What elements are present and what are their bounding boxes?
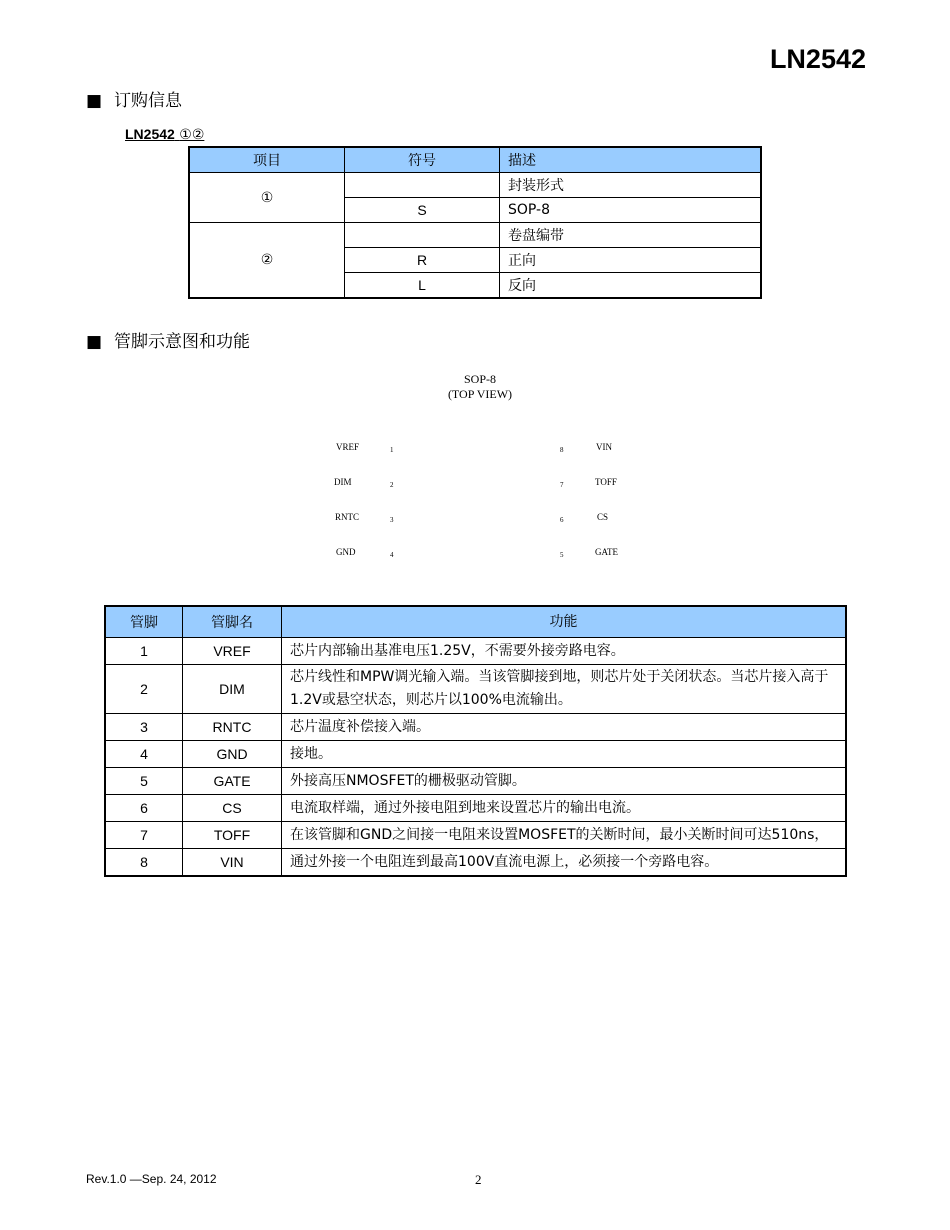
pin-function-cell: 外接高压NMOSFET的栅极驱动管脚。 [282, 768, 847, 795]
pin-name-cell: VIN [183, 849, 282, 877]
table-row [105, 795, 846, 822]
table-row [105, 665, 846, 714]
pin-col-function: 功能 [282, 606, 847, 638]
pin-number-cell: 2 [105, 665, 183, 714]
pin-function-cell: 接地。 [282, 741, 847, 768]
ordering-symbol-cell [345, 223, 500, 248]
footer-revision: Rev.1.0 —Sep. 24, 2012 [86, 1172, 217, 1186]
ordering-desc-cell: 封装形式 [500, 173, 762, 198]
pin-number-left: 2 [390, 481, 394, 489]
ordering-symbol-cell: R [345, 248, 500, 273]
view-label: (TOP VIEW) [447, 387, 513, 401]
pin-function-cell: 芯片线性和MPW调光输入端。当该管脚接到地，则芯片处于关闭状态。当芯片接入高于1.2V或悬空状态，则芯片以100%电流输出。 [282, 665, 847, 714]
pin-label-right: CS [597, 512, 609, 522]
square-bullet-icon: ■ [86, 91, 103, 111]
pin-label-right: GATE [595, 547, 618, 557]
table-row [105, 638, 846, 665]
pin-number-cell: 7 [105, 822, 183, 849]
pin-number-right: 5 [560, 551, 564, 559]
pin-number-right: 6 [560, 516, 564, 524]
ordering-section-title [86, 86, 182, 111]
order-code-part: LN2542 [125, 126, 175, 142]
pin-number-cell: 4 [105, 741, 183, 768]
pin-name-cell: TOFF [183, 822, 282, 849]
pin-label-right: VIN [596, 442, 612, 452]
ordering-item-cell: ① [189, 173, 345, 223]
ordering-symbol-cell: S [345, 198, 500, 223]
pin-number-cell: 6 [105, 795, 183, 822]
table-row [189, 173, 761, 198]
table-row [105, 822, 846, 849]
order-code-label [125, 126, 204, 143]
pin-number-left: 3 [390, 516, 394, 524]
pin-name-cell: GND [183, 741, 282, 768]
pin-number-right: 7 [560, 481, 564, 489]
ordering-table [188, 146, 762, 299]
pin-label-right: TOFF [595, 477, 617, 487]
table-row [105, 768, 846, 795]
pin-name-cell: RNTC [183, 714, 282, 741]
pin-function-cell: 电流取样端，通过外接电阻到地来设置芯片的输出电流。 [282, 795, 847, 822]
pin-col-name: 管脚名 [183, 606, 282, 638]
pin-number-left: 4 [390, 551, 394, 559]
ordering-symbol-cell [345, 173, 500, 198]
pin-label-left: GND [336, 547, 356, 557]
pinout-section-title [86, 327, 250, 352]
pin-label-left: VREF [336, 442, 360, 452]
pin-name-cell: DIM [183, 665, 282, 714]
document-part-number: LN2542 [769, 44, 866, 74]
ordering-col-symbol: 符号 [345, 147, 500, 173]
square-bullet-icon: ■ [86, 332, 103, 352]
pin-number-left: 1 [390, 446, 394, 454]
pin-number-cell: 8 [105, 849, 183, 877]
ordering-col-item: 项目 [189, 147, 345, 173]
pin-name-cell: CS [183, 795, 282, 822]
pin-name-cell: VREF [183, 638, 282, 665]
ordering-desc-cell: 卷盘编带 [500, 223, 762, 248]
pin-number-cell: 3 [105, 714, 183, 741]
pin-number-cell: 1 [105, 638, 183, 665]
pin-function-table [104, 605, 847, 877]
package-name: SOP-8 [463, 372, 496, 386]
pin-number-right: 8 [560, 446, 564, 454]
ordering-title-text: 订购信息 [114, 91, 182, 111]
pin-name-cell: GATE [183, 768, 282, 795]
ordering-symbol-cell: L [345, 273, 500, 299]
pin-number-cell: 5 [105, 768, 183, 795]
page-number: 2 [475, 1172, 482, 1187]
order-code-suffix: ①② [179, 127, 205, 143]
table-row [105, 714, 846, 741]
ordering-desc-cell: 反向 [500, 273, 762, 299]
table-row [105, 849, 846, 877]
pin-function-cell: 芯片温度补偿接入端。 [282, 714, 847, 741]
table-row [189, 223, 761, 248]
pinout-title-text: 管脚示意图和功能 [114, 332, 250, 352]
pin-label-left: RNTC [335, 512, 360, 522]
pin-col-number: 管脚 [105, 606, 183, 638]
ordering-desc-cell: SOP-8 [500, 198, 762, 223]
pin-function-cell: 在该管脚和GND之间接一电阻来设置MOSFET的关断时间，最小关断时间可达510ns， [282, 822, 847, 849]
ordering-desc-cell: 正向 [500, 248, 762, 273]
pin-function-cell: 通过外接一个电阻连到最高100V直流电源上，必须接一个旁路电容。 [282, 849, 847, 877]
ordering-col-desc: 描述 [500, 147, 762, 173]
pin-function-cell: 芯片内部输出基准电压1.25V，不需要外接旁路电容。 [282, 638, 847, 665]
table-row [105, 741, 846, 768]
pin-diagram-caption [380, 372, 580, 402]
ordering-item-cell: ② [189, 223, 345, 299]
pin-label-left: DIM [334, 477, 352, 487]
